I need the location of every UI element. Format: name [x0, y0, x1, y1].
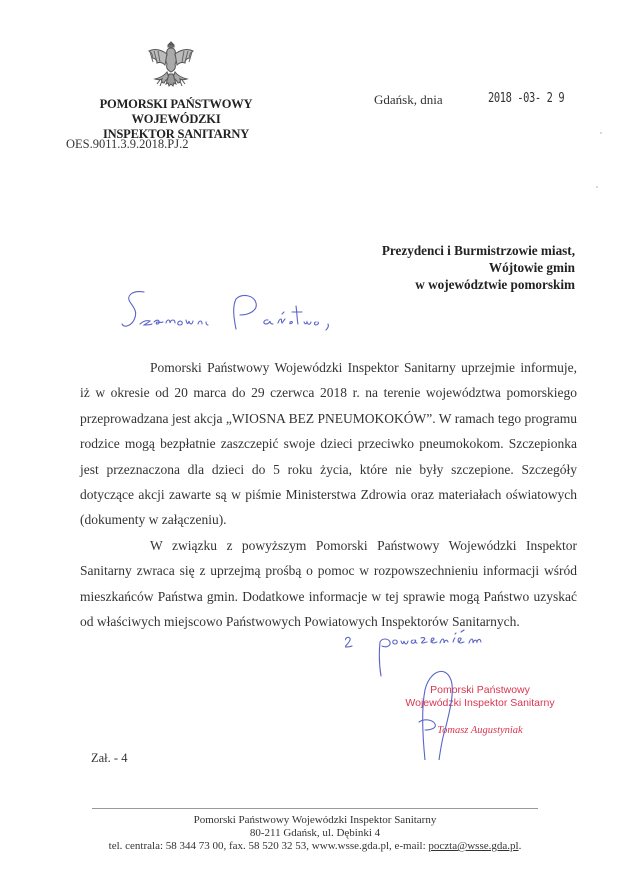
stamp-signatory-name: Tomasz Augustyniak	[437, 725, 523, 736]
recipient-line-1: Prezydenci i Burmistrzowie miast,	[381, 243, 575, 258]
footer-divider	[92, 808, 538, 809]
footer-line-1: Pomorski Państwowy Wojewódzki Inspektor Sanitarny	[193, 814, 437, 826]
attachments-note: Zał. - 4	[91, 751, 128, 765]
footer-contact-line	[80, 840, 550, 853]
footer-contact-prefix: tel. centrala: 58 344 73 00, fax. 58 520 32 53, www.wsse.gda.pl, e-mail:	[108, 840, 429, 852]
org-line-3: INSPEKTOR SANITARNY	[102, 127, 250, 141]
footer-contact-suffix: .	[518, 840, 522, 852]
recipient-line-2: Wójtowie gmin	[488, 260, 575, 275]
handwritten-salutation	[118, 284, 368, 340]
stamp-line-2: Wojewódzki Inspektor Sanitarny	[405, 697, 555, 709]
polish-eagle-emblem-icon	[140, 36, 202, 98]
org-line-2: WOJEWÓDZKI	[131, 112, 221, 126]
place-label: Gdańsk, dnia	[374, 92, 443, 107]
letter-body	[80, 355, 577, 634]
footer-line-2: 80-211 Gdańsk, ul. Dębinki 4	[249, 827, 381, 839]
reference-number: OES.9011.3.9.2018.PJ.2	[66, 137, 189, 151]
body-paragraph-1: Pomorski Państwowy Wojewódzki Inspektor Sanitarny uprzejmie informuje, iż w okresie od 20 marca do 29 czerwca 2018 r. na terenie województwa pomorskiego przeprowadzana jest akcja „WIOSNA BEZ PNEUMOKOKÓW”. W ramach tego programu rodzice mogą bezpłatnie zaszczepić swoje dzieci przeciwko pneumokokom. Szczepionka jest przeznaczona dla dzieci do 5 roku życia, które nie były szczepione. Szczegóły dotyczące akcji zawarte są w piśmie Ministerstwa Zdrowia oraz materiałach oświatowych (dokumenty w załączeniu).	[80, 360, 577, 528]
scan-speck	[596, 186, 598, 188]
date-stamp: 2018 -03- 2 9	[488, 91, 565, 106]
email-link[interactable]: poczta@wsse.gda.pl	[428, 840, 519, 852]
handwritten-signature	[405, 660, 455, 760]
body-paragraph-2: W związku z powyższym Pomorski Państwowy Wojewódzki Inspektor Sanitarny zwraca się z uprzejmą prośbą o pomoc w rozpowszechnieniu informacji wśród mieszkańców Państwa gmin. Dodatkowe informacje w tej sprawie mogą Państwo uzyskać od właściwych miejscowo Państwowych Powiatowych Inspektorów Sanitarnych.	[80, 537, 577, 630]
organization-name	[60, 97, 292, 142]
scan-speck	[600, 132, 602, 134]
org-line-1: POMORSKI PAŃSTWOWY	[99, 97, 253, 111]
recipient-line-3: w województwie pomorskim	[415, 277, 575, 292]
stamp-line-1: Pomorski Państwowy	[430, 684, 530, 696]
